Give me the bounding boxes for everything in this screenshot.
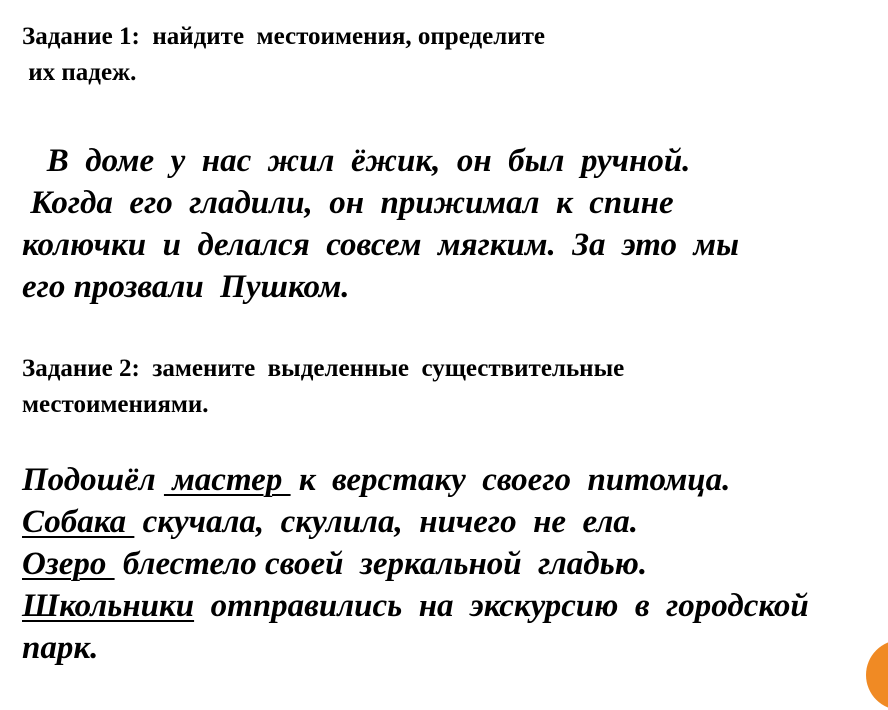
text-line: его прозвали Пушком. (22, 269, 350, 305)
task-2-title (22, 351, 624, 423)
task-2-sentences (22, 459, 809, 669)
task-1-title-line: их падеж. (22, 59, 137, 86)
sentence-line (22, 543, 809, 585)
text-line: В доме у нас жил ёжик, он был ручной. (22, 143, 691, 179)
sentence-post: отправились на экскурсию в городской (194, 588, 809, 624)
sentence-line (22, 501, 809, 543)
highlighted-noun: Школьники (22, 588, 195, 624)
sentence-post: скучала, скулила, ничего не ела. (134, 504, 639, 540)
task-1-title (22, 19, 545, 91)
highlighted-noun: мастер (163, 462, 291, 498)
task-2-title-line: Задание 2: замените выделенные существительные (22, 355, 625, 382)
task-1-text (22, 140, 739, 308)
sentence-line (22, 459, 809, 501)
sentence-pre: парк. (22, 630, 99, 666)
sentence-pre: Подошёл (22, 462, 164, 498)
sentence-line (22, 585, 809, 627)
sentence-post: блестело своей зеркальной гладью. (114, 546, 648, 582)
text-line: колючки и делался совсем мягким. За это мы (22, 227, 739, 263)
task-2-title-line: местоимениями. (22, 391, 209, 418)
text-line: Когда его гладили, он прижимал к спине (22, 185, 674, 221)
task-1-title-line: Задание 1: найдите местоимения, определите (22, 23, 546, 50)
highlighted-noun: Озеро (22, 546, 115, 582)
sentence-post: к верстаку своего питомца. (290, 462, 731, 498)
decorative-orange-circle (866, 640, 888, 710)
highlighted-noun: Собака (22, 504, 135, 540)
sentence-line (22, 627, 809, 669)
